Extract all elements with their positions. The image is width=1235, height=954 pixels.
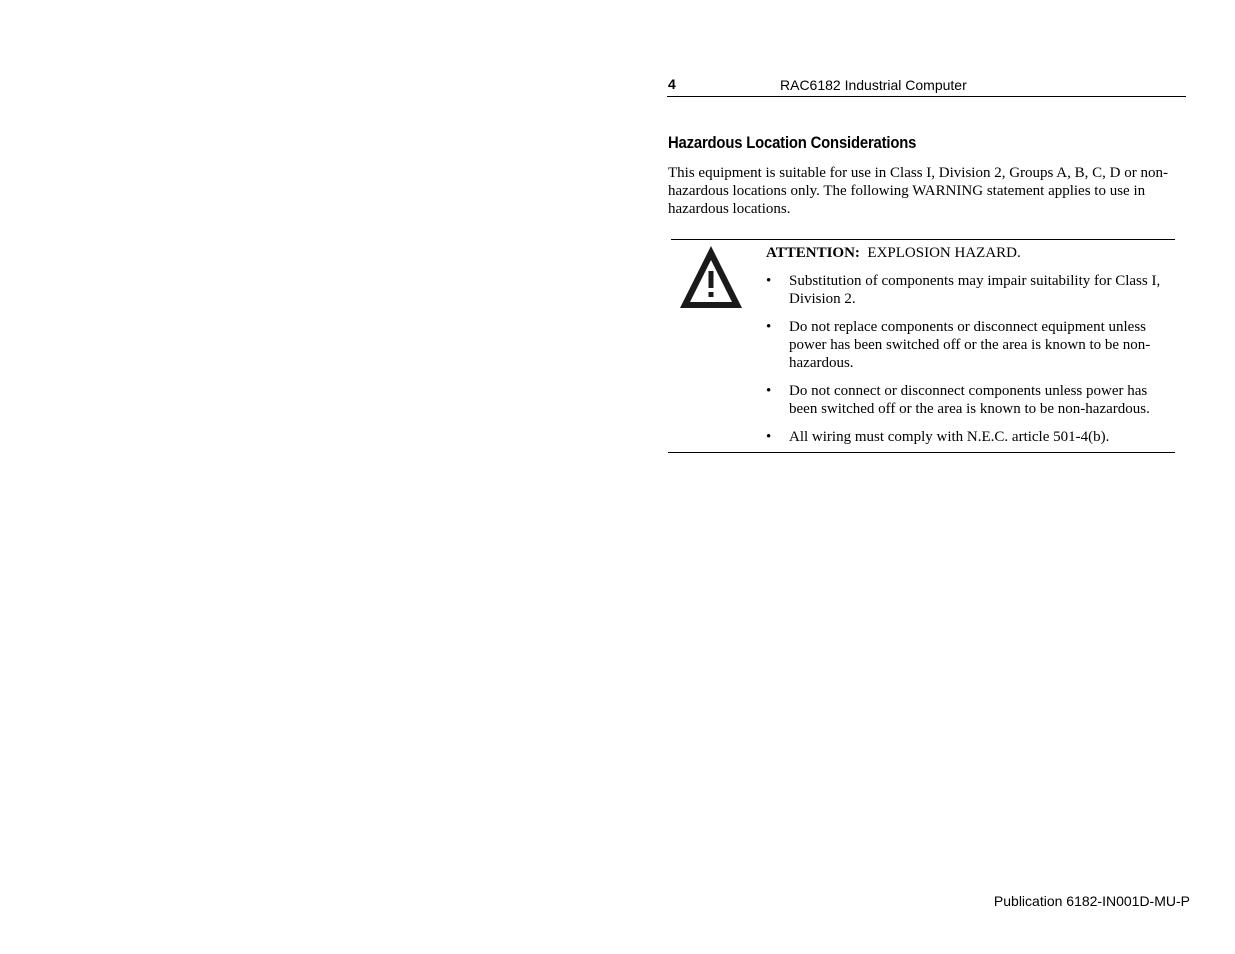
attention-label: ATTENTION: <box>766 245 860 261</box>
attention-content <box>766 244 1171 456</box>
attention-box <box>668 239 1175 453</box>
attention-list <box>766 272 1171 446</box>
list-item: • All wiring must comply with N.E.C. article 501-4(b). <box>766 428 1171 446</box>
section-title: Hazardous Location Considerations <box>668 134 917 152</box>
attention-heading <box>766 244 1171 262</box>
list-item: • Do not replace components or disconnect equipment unless power has been switched off or the area is known to be non-hazardous. <box>766 318 1171 372</box>
running-title: RAC6182 Industrial Computer <box>780 77 967 93</box>
page-header <box>667 76 1186 97</box>
warning-triangle-icon <box>678 244 744 310</box>
list-item: • Substitution of components may impair suitability for Class I, Division 2. <box>766 272 1171 308</box>
publication-footer: Publication 6182-IN001D-MU-P <box>993 893 1190 909</box>
attention-top-rule <box>671 239 1175 240</box>
list-item: • Do not connect or disconnect components unless power has been switched off or the area is known to be non-hazardous. <box>766 382 1171 418</box>
attention-bottom-rule <box>668 452 1175 453</box>
intro-paragraph: This equipment is suitable for use in Class I, Division 2, Groups A, B, C, D or non-hazardous locations only. The following WARNING statement applies to use in hazardous locations. <box>668 165 1168 217</box>
attention-hazard: EXPLOSION HAZARD. <box>867 245 1021 261</box>
page-number: 4 <box>668 76 676 92</box>
